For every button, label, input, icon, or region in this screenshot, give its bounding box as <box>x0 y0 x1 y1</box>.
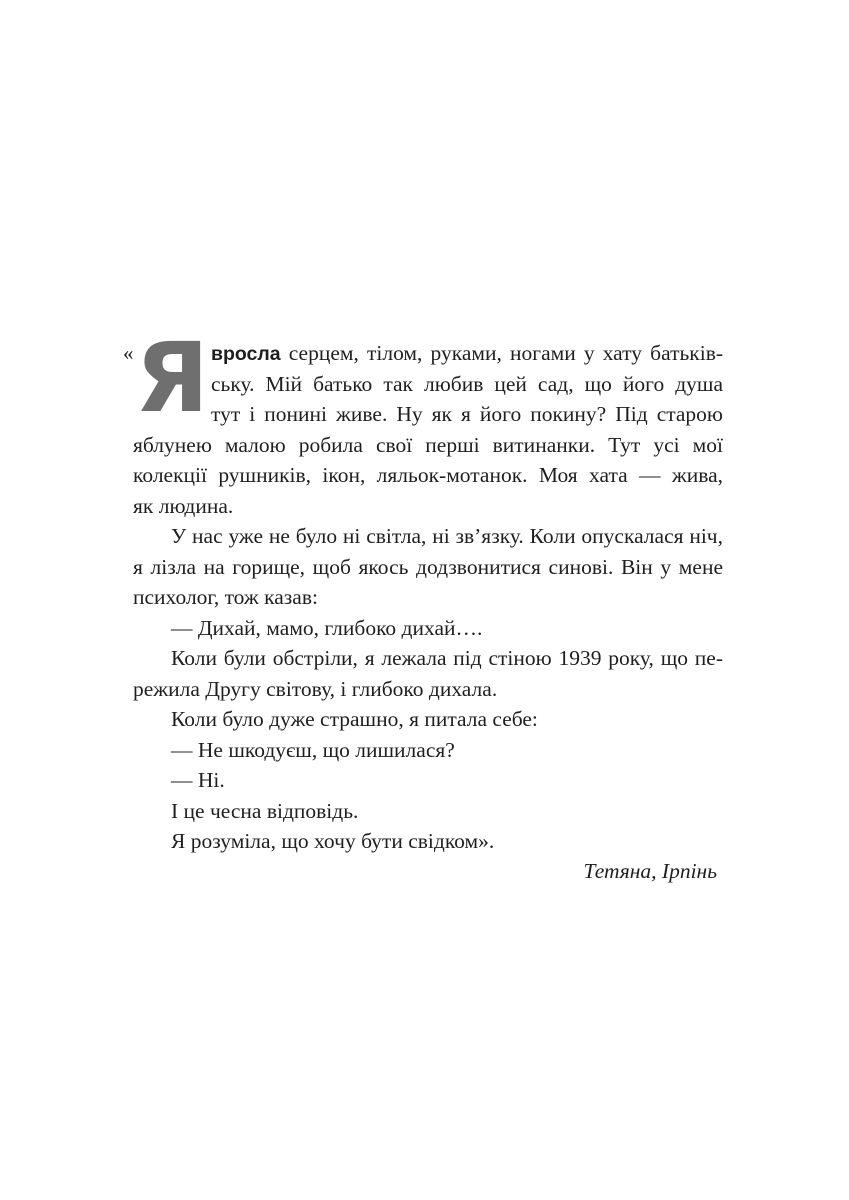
text-line-9: психолог, тож казав: <box>133 585 318 609</box>
text-line-12: режила Другу світову, і глибоко дихала. <box>133 676 498 701</box>
text-line-8: я лізла на горище, щоб якось додзвонитися синові. Він у мене <box>133 554 723 579</box>
lead-word: вросла <box>211 343 281 365</box>
text-line-3: тут і понині живе. Ну як я його покину? Під старою <box>211 402 723 426</box>
opening-quote-mark: « <box>123 341 134 365</box>
text-line-13: Коли було дуже страшно, я питала себе: <box>171 707 538 731</box>
text-line-1-rest: серцем, тілом, руками, ногами у хату батьків- <box>280 341 723 365</box>
text-line-4: яблунею малою робила свої перші витинанки. Тут усі мої <box>133 432 723 457</box>
text-line-6: як людина. <box>133 493 234 518</box>
text-line-17: Я розуміла, що хочу бути свідком». <box>171 829 495 853</box>
drop-cap-letter: Я <box>135 322 209 434</box>
quote-text <box>123 322 723 857</box>
text-line-16: І це чесна відповідь. <box>171 798 359 823</box>
attribution-signature: Тетяна, Ірпінь <box>583 859 717 883</box>
text-line-10: — Дихай, мамо, глибоко дихай…. <box>171 615 483 640</box>
drop-cap-area <box>123 322 213 434</box>
text-line-15: — Ні. <box>171 768 225 792</box>
text-line-1 <box>211 338 723 369</box>
text-line-11: Коли були обстріли, я лежала під стіною 1939 року, що пе- <box>171 646 723 670</box>
text-line-7: У нас уже не було ні світла, ні зв’язку. Коли опускалася ніч, <box>171 524 723 548</box>
text-line-5: колекції рушників, ікон, ляльок-мотанок. Моя хата — жива, <box>133 463 723 487</box>
first-lines <box>211 338 723 430</box>
text-line-14: — Не шкодуєш, що лишилася? <box>171 737 455 762</box>
text-line-2: ську. Мій батько так любив цей сад, що його душа <box>211 371 723 396</box>
